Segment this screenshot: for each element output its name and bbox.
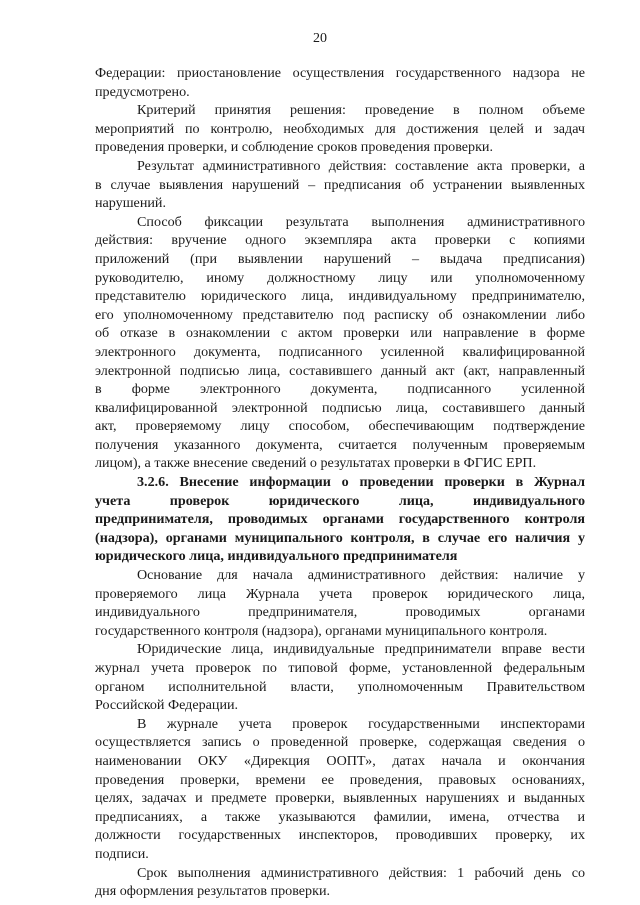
paragraph-line: его уполномоченному представителю под расписку об ознакомлении либо [95,306,585,323]
paragraph-line: представителю юридического лица, индивидуальному предпринимателю, [95,288,585,305]
paragraph-line: государственного контроля (надзора), органами муниципального контроля. [95,622,548,639]
paragraph-line: в форме электронного документа, подписанного усиленной [95,381,585,398]
paragraph-line: нарушений. [95,195,166,212]
paragraph-line: руководителю, иному должностному лицу или уполномоченному [95,269,585,286]
section-heading-line: учета проверок юридического лица, индивидуального [95,492,585,509]
section-heading-line: предпринимателя, проводимых органами государственного контроля [95,511,585,528]
paragraph-line: подписи. [95,845,149,862]
paragraph-line: наименовании ОКУ «Дирекция ООПТ», датах начала и окончания [95,752,585,769]
paragraph-line: в случае выявления нарушений – предписания об устранении выявленных [95,176,585,193]
paragraph-line: предусмотрено. [95,83,190,100]
paragraph-line: Срок выполнения административного действия: 1 рабочий день со [137,864,585,881]
paragraph-line: индивидуального предпринимателя, проводимых органами [95,604,585,621]
paragraph-line: получения указанного документа, считается полученным проверяемым [95,436,585,453]
paragraph-line: электронной подписью лица, составившего данный акт (акт, направленный [95,362,585,379]
paragraph-line: лицом), а также внесение сведений о результатах проверки в ФГИС ЕРП. [95,455,537,472]
paragraph-line: Юридические лица, индивидуальные предприниматели вправе вести [137,641,585,658]
paragraph-line: Критерий принятия решения: проведение в полном объеме [137,102,585,119]
paragraph-line: квалифицированной электронной подписью лица, составившего данный [95,399,585,416]
paragraph-line: Федерации: приостановление осуществления государственного надзора не [95,65,585,81]
paragraph-line: мероприятий по контролю, необходимых для достижения целей и задач [95,120,585,137]
paragraph-line: приложений (при выявлении нарушений – выдача предписания) [95,250,585,267]
paragraph-line: акт, проверяемому лицу способом, обеспечивающим подтверждение [95,418,585,435]
paragraph-line: Способ фиксации результата выполнения административного [137,213,585,230]
document-body [95,64,585,901]
section-heading-line: (надзора), органами муниципального контроля, в случае его наличия у [95,529,585,546]
paragraph-line: об отказе в ознакомлении с актом проверки или направление в форме [95,325,585,342]
paragraph-line: Основание для начала административного действия: наличие у [137,567,585,584]
paragraph-line: проверяемого лица Журнала учета проверок юридического лица, [95,585,585,602]
paragraph-line: осуществляется запись о проведенной проверке, содержащая сведения о [95,734,585,751]
paragraph-line: целях, задачах и предмете проверки, выявленных нарушениях и выданных [95,790,585,807]
paragraph-line: действия: вручение одного экземпляра акта проверки с копиями [95,232,585,249]
paragraph-line: проведения проверки, времени ее проведения, правовых основаниях, [95,771,585,788]
page-number: 20 [313,31,327,46]
paragraph-line: предписаниях, а также указываются фамилии, имена, отчества и [95,808,585,825]
paragraph-line: дня оформления результатов проверки. [95,883,331,900]
paragraph-line: электронного документа, подписанного усиленной квалифицированной [95,343,585,360]
section-heading-line: 3.2.6. Внесение информации о проведении проверки в Журнал [137,474,585,491]
section-heading-line: юридического лица, индивидуального предпринимателя [95,548,458,565]
paragraph-line: Российской Федерации. [95,697,239,714]
paragraph-line: проведения проверки, и соблюдение сроков проведения проверки. [95,139,493,156]
paragraph-line: Результат административного действия: составление акта проверки, а [137,157,585,174]
paragraph-line: журнал учета проверок по типовой форме, установленной федеральным [95,660,585,676]
paragraph-line: органом исполнительной власти, уполномоченным Правительством [95,678,585,695]
paragraph-line: должности государственных инспекторов, проводивших проверку, их [95,827,585,844]
paragraph-line: В журнале учета проверок государственными инспекторами [137,715,585,732]
